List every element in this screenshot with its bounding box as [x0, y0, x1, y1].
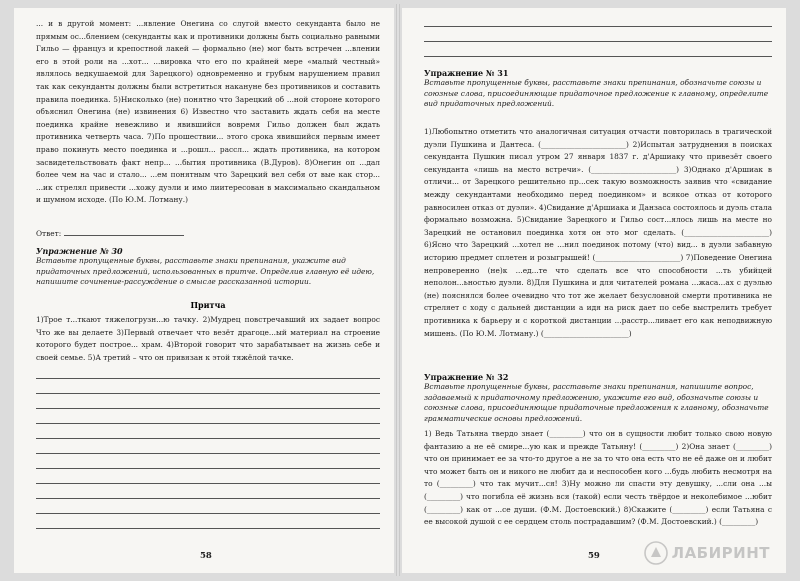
writing-line: [424, 56, 772, 57]
writing-line: [36, 393, 380, 394]
page-number-left: 58: [200, 551, 212, 561]
writing-line: [36, 423, 380, 424]
exercise-29-text: ... и в другой момент: ...явление Онегина со слугой вместо секунданта было не прямым ос...блением (секунданты как и противники должны быть социально равными Гильо — француз и крепостной лакей — формально (не) мог быть встречен ...влении его в этой роли на ...хот... ...вировка что его по крайней мере «малый честный» являлось ведкушаемой для Зарецкого) одновременно и грубым нарушением правил так как секунданты должны были встретиться накануне без противников и составить правила поединка. 5)Нисколько (не) понятно что Зарецкий об ...ной стороне которого объяснил Онегина (не) извинения 6) Известно что заставить ждать себя на месте поединка крайне невежливо и явившийся вовремя Гильо должен был ждать противника четверть часа. 7)По прошествии... этого срока явившийся первым имеет право покинуть место поединка и ...рошл... рассл... ждать противника, на котором засвидетельствовать факт непр... ...бытия противника (В.Дуров). 8)Онегин оп ...дал более чем на час и стало... ...ем понятным что Зарецкий вел себя от вые как стор... ...ик стрелял привести ...хожу дуэли и имо лиитересован в максимально скандальном и шумном исходе. (По Ю.М. Лотману.): [36, 19, 380, 205]
exercise-32: [424, 372, 772, 424]
parable-text: 1)Трое т...ткают тяжелогрузн...ю тачку. 2)Мудрец повстречавший их задает вопрос Что же вы делаете 3)Первый отвечает что везёт драгоце...ый материал на строение которого будет построе... храм. 4)Второй говорит что зарабатывает на жизнь себе и своей семье. 5)А третий – что он привязан к этой тяжёлой тачке.: [36, 315, 380, 362]
writing-line: [424, 26, 772, 27]
exercise-32-title: Упражнение № 32: [424, 372, 509, 382]
right-page: [402, 8, 786, 573]
answer-label: Ответ:: [36, 229, 62, 238]
exercise-30-title: Упражнение № 30: [36, 246, 123, 256]
writing-line: [36, 498, 380, 499]
exercise-31-instruction: Вставьте пропущенные буквы, расставьте знаки препинания, обозначьте союзы и союзные слова, присоединяющие придаточное предложение к главному, определите вид придаточных предложений.: [424, 78, 769, 108]
writing-line: [36, 468, 380, 469]
exercise-32-text: 1) Ведь Татьяна твердо знает (_________) что он в сущности любит только свою новую фантазию а не её смире...ую как и прежде Татьяну! (_________) 2)Она знает (_________) что он принимает ее за что-то другое а не за то что она есть что не её даже он и любит что может быть он и никого не любит да и неспособен кого ...будь любить несмотря на то (_________) что так мучит...ся! 3)Ну можно ли спасти эту девушку, ...сли она ...ы (_________) что погибла её жизнь вся (такой) если честь твёрдое и неколебимое ...юбит (_________) как от ...се души. (Ф.М. Достоевский.) 8)Скажите (_________) если Татьяна с ее высокой душой с ее сердцем столь пострадавшим? (Ф.М. Достоевский.) (_________): [424, 429, 772, 527]
writing-line: [36, 408, 380, 409]
writing-line: [36, 378, 380, 379]
writing-line: [424, 41, 772, 42]
writing-line: [36, 483, 380, 484]
page-number-right: 59: [588, 551, 600, 561]
writing-line: [36, 453, 380, 454]
labirint-logo-icon: [644, 541, 668, 565]
answer-row: [36, 227, 380, 241]
exercise-32-instruction: Вставьте пропущенные буквы, расставьте знаки препинания, напишите вопрос, задаваемый к придаточному предложению, укажите его вид, обозначьте союзы и союзные слова, присоединяющие придаточные предложения к главному, обозначьте грамматические основы предложений.: [424, 382, 769, 423]
watermark-text: ЛАБИРИНТ: [671, 544, 770, 562]
answer-line: [64, 227, 184, 236]
exercise-30: [36, 246, 380, 288]
parable-title: Притча: [190, 300, 226, 310]
exercise-31-text: 1)Любопытно отметить что аналогичная ситуация отчасти повторилась в трагической дуэли Пушкина и Дантеса. (_______________________) 2)Испытая затруднения в поисках секунданта Пушкин писал утром 27 января 1837 г. д'Аршиаку что привезёт своего секунданта «лишь на место встречи». (_______________________) 3)Однако д'Аршиак в отличи... от Зарецкого решительно пр...сек такую возможность заявив что «свидание между секундантами необходимо перед поединком» и всякое отказ от которого равносилен отказ от дуэли». 4)Свидание д'Аршиака и Данзаса состоялось и дуэль стала формально возможна. 5)Свидание Зарецкого и Гильо сост...ялось лишь на месте но Зарецкий не остановил поединка хотя он это мог сделать. (_______________________) 6)Ясно что Зарецкий ...хотел не ...нил поединок потому (что) вид... в дуэли забавную историю предмет сплетен и розыгрышей! (_______________________) 7)Поведение Онегина непроверенно (не)к ...ед...те что сделать все что способности ...ть убийцей неполон...ьностью дуэли. 8)Для Пушкина и для читателей романа ...жаса...ах с дуэлью (не) пояснялся более очевидно что тот же желает безусловной смерти противника не стреляет с ходу с дальней дистанции а идя на риск дает по себе выстрелить требует противника к барьеру и с короткой дистанции ...расстр...ливает его как неподвижную мишень. (По Ю.М. Лотману.) (_______________________): [424, 127, 772, 338]
exercise-31-title: Упражнение № 31: [424, 68, 509, 78]
writing-line: [36, 513, 380, 514]
exercise-31: [424, 68, 772, 110]
book-spine: [396, 4, 400, 576]
exercise-30-instruction: Вставьте пропущенные буквы, расставьте знаки препинания, укажите вид придаточных предложений, использованных в притче. Определив главную её идею, напишите сочинение-рассуждение о смысле рассказанной истории.: [36, 256, 375, 286]
writing-line: [36, 438, 380, 439]
labirint-watermark: [644, 541, 770, 565]
writing-line: [36, 528, 380, 529]
left-page: [14, 8, 394, 573]
